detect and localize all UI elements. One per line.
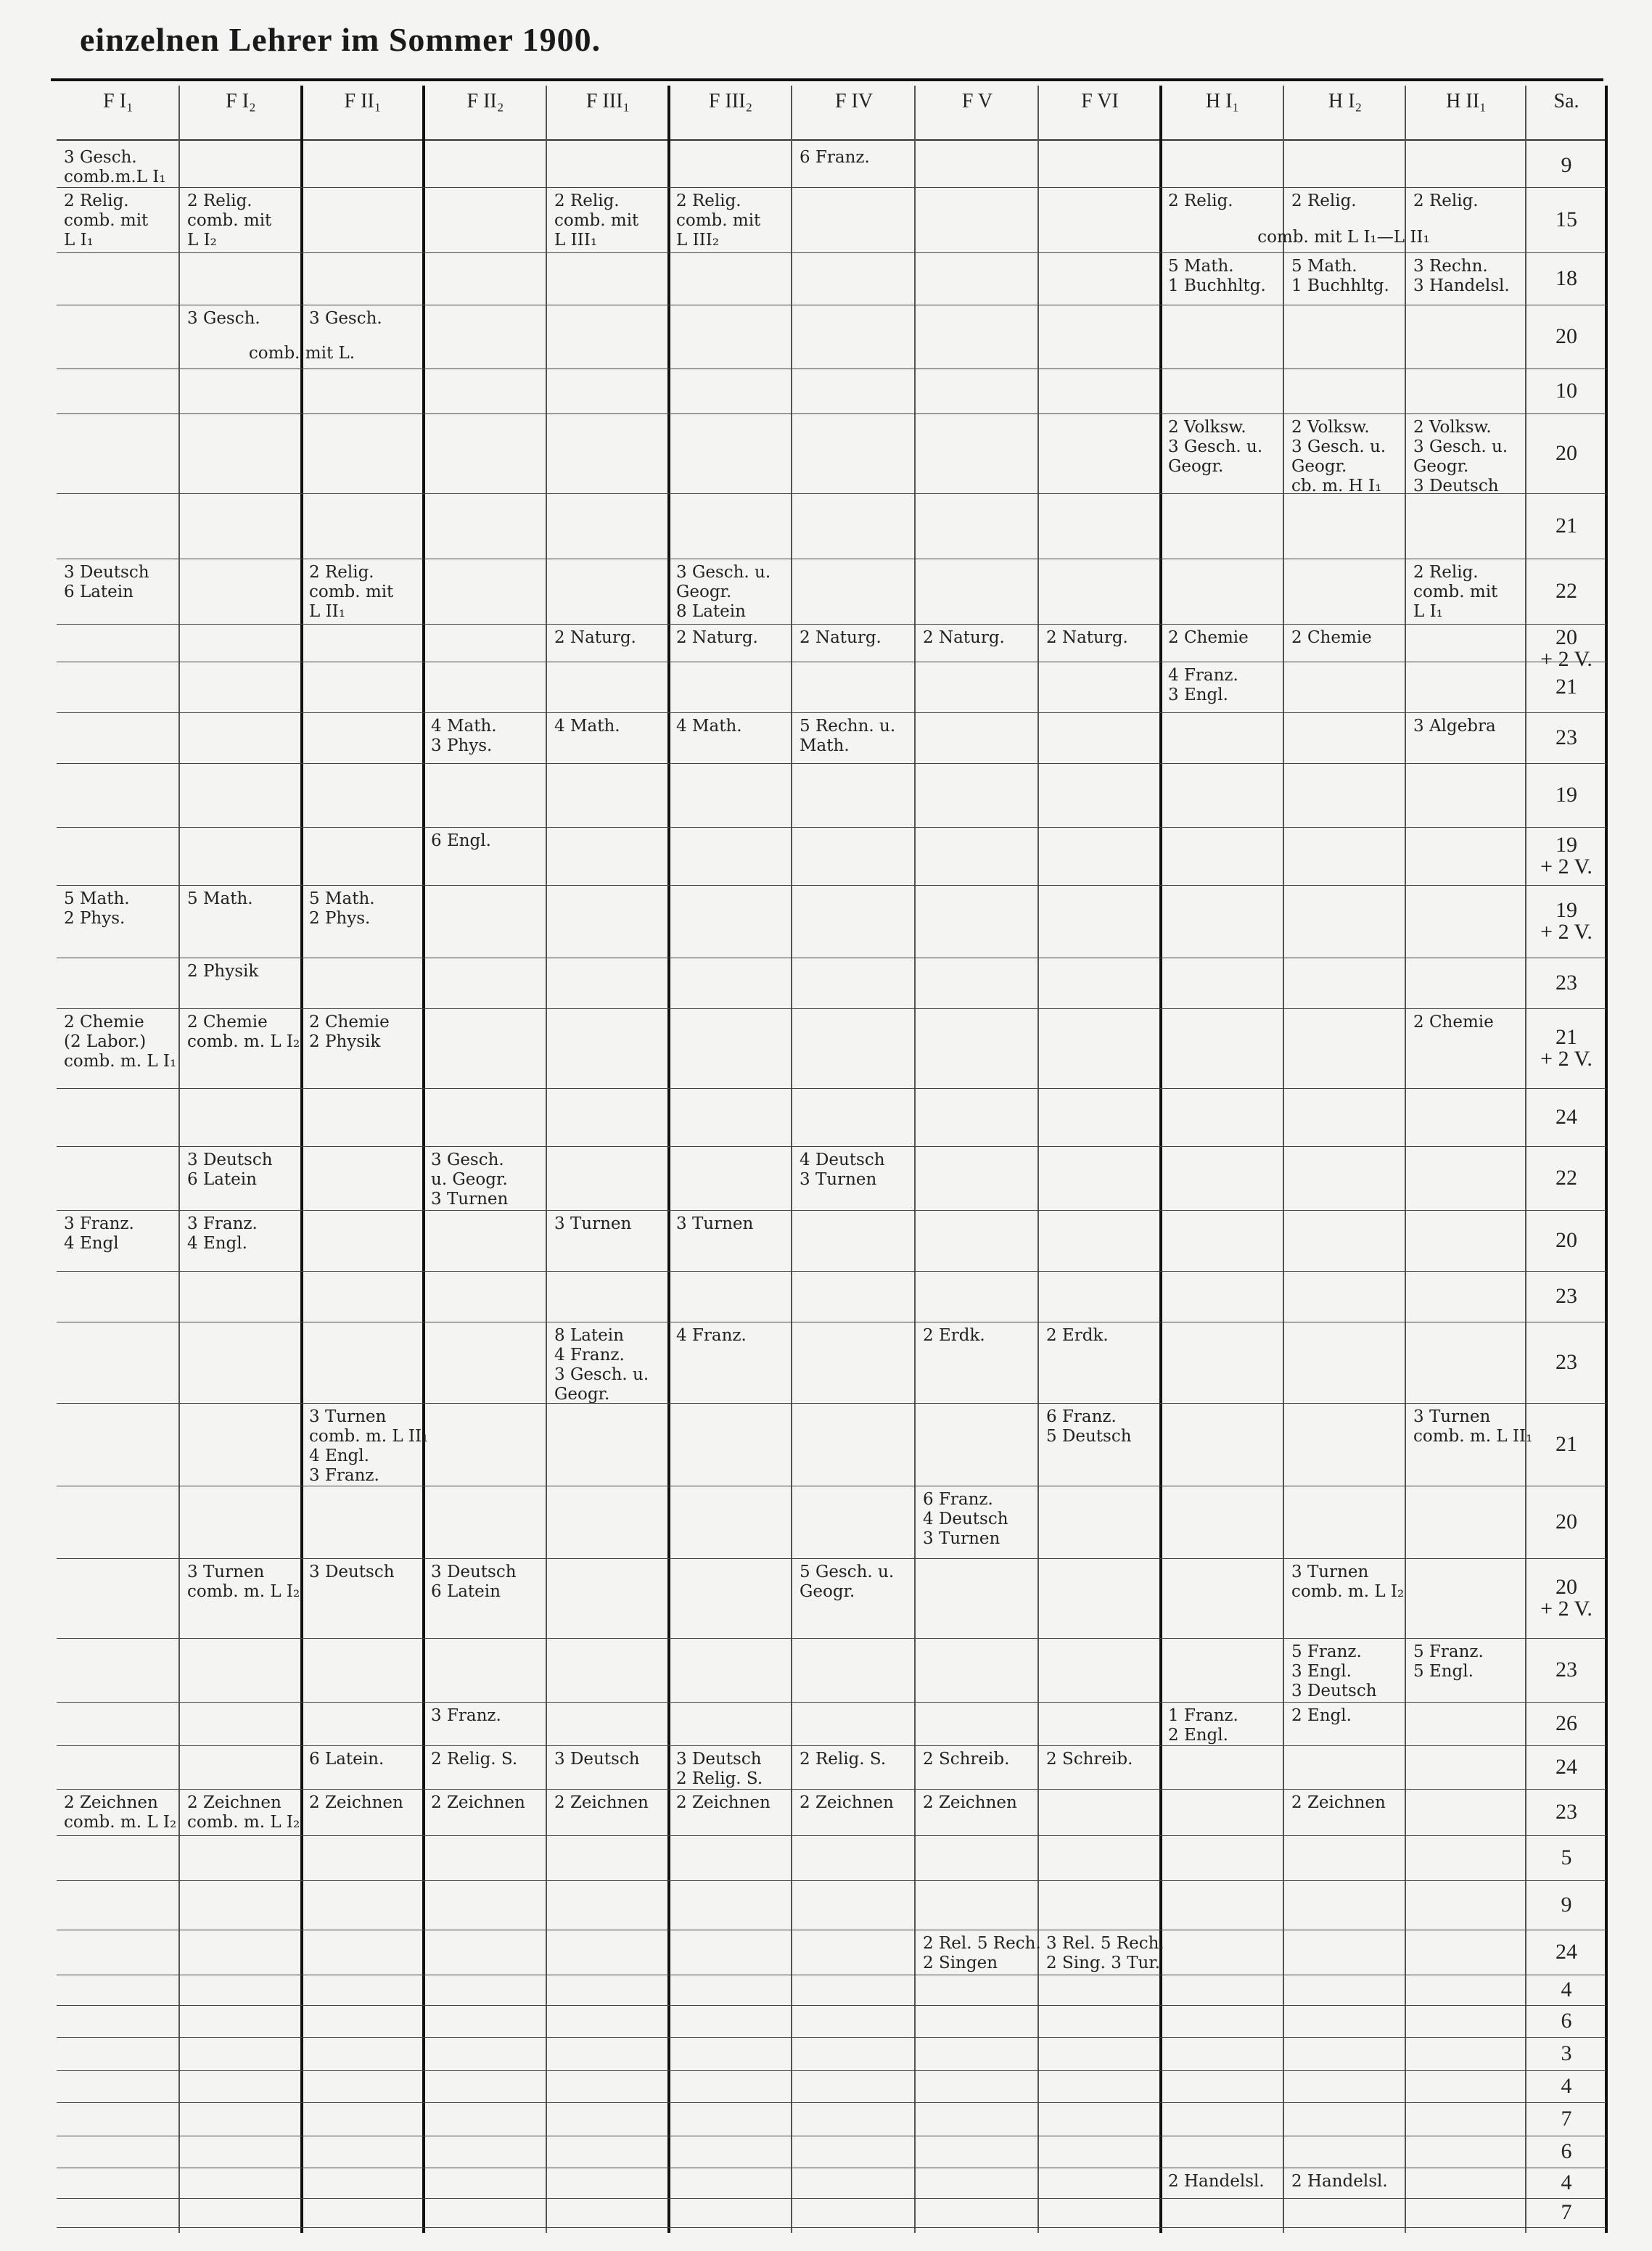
- table-cell: 3 Algebra: [1413, 717, 1496, 736]
- table-cell: 3 Gesch. u. Geogr. 8 Latein: [676, 563, 771, 621]
- column-divider: [1405, 86, 1406, 2233]
- row-sum: 20: [1556, 1510, 1577, 1534]
- row-rule: [57, 624, 1606, 625]
- row-sum: 5: [1561, 1845, 1572, 1869]
- table-cell: 6 Franz. 4 Deutsch 3 Turnen: [923, 1490, 1008, 1548]
- column-header: H II₁: [1446, 90, 1487, 112]
- row-rule: [57, 1088, 1606, 1089]
- table-cell: 2 Chemie: [1413, 1013, 1494, 1032]
- table-cell: 4 Deutsch 3 Turnen: [800, 1151, 885, 1189]
- header-rule: [57, 139, 1606, 141]
- table-cell: 6 Franz. 5 Deutsch: [1046, 1407, 1132, 1446]
- row-rule: [57, 1558, 1606, 1559]
- row-sum: 24: [1556, 1755, 1577, 1779]
- table-cell: 3 Deutsch 2 Relig. S.: [676, 1750, 763, 1788]
- column-divider: [1159, 86, 1162, 2233]
- table-cell: 3 Gesch.: [309, 309, 382, 328]
- table-cell: 2 Relig. S.: [800, 1750, 887, 1769]
- column-header: F II₁: [344, 90, 382, 112]
- table-cell: 2 Relig.: [1413, 192, 1479, 210]
- table-cell: 2 Relig. S.: [431, 1750, 518, 1769]
- row-sum: 21 + 2 V.: [1540, 1025, 1593, 1071]
- row-sum: 6: [1561, 2139, 1572, 2163]
- table-cell: 2 Naturg.: [923, 628, 1005, 647]
- column-divider: [1283, 86, 1284, 2233]
- row-sum: 7: [1561, 2107, 1572, 2131]
- table-cell: 2 Relig. comb. mit L III₁: [554, 192, 639, 250]
- row-rule: [57, 1403, 1606, 1404]
- row-sum: 19 + 2 V.: [1540, 833, 1593, 878]
- row-sum: 20 + 2 V.: [1540, 1575, 1593, 1621]
- table-cell: 5 Math. 2 Phys.: [64, 889, 130, 928]
- row-sum: 15: [1556, 207, 1577, 231]
- table-cell: 2 Volksw. 3 Gesch. u. Geogr.: [1168, 418, 1263, 476]
- table-cell: 3 Deutsch: [309, 1563, 395, 1581]
- table-cell: 5 Math. 1 Buchhltg.: [1168, 257, 1266, 295]
- combination-note: comb. mit L I₁—L II₁: [1257, 228, 1430, 247]
- table-cell: 3 Turnen comb. m. L II₁: [1413, 1407, 1533, 1446]
- table-cell: 2 Erdk.: [923, 1326, 985, 1345]
- table-cell: 4 Math. 3 Phys.: [431, 717, 497, 755]
- table-cell: 5 Gesch. u. Geogr.: [800, 1563, 895, 1601]
- row-sum: 20: [1556, 324, 1577, 348]
- table-cell: 2 Naturg.: [1046, 628, 1128, 647]
- table-cell: 2 Naturg.: [554, 628, 636, 647]
- row-sum: 22: [1556, 1166, 1577, 1190]
- row-rule: [57, 2005, 1606, 2006]
- row-sum: 10: [1556, 379, 1577, 403]
- row-rule: [57, 1638, 1606, 1639]
- table-cell: 2 Relig. comb. mit L I₁: [64, 192, 149, 250]
- row-sum: 20: [1556, 1228, 1577, 1252]
- row-rule: [57, 1745, 1606, 1746]
- table-cell: 2 Naturg.: [800, 628, 882, 647]
- table-cell: 3 Franz. 4 Engl: [64, 1214, 134, 1253]
- row-rule: [57, 413, 1606, 414]
- column-divider: [1037, 86, 1039, 2233]
- table-cell: 2 Chemie 2 Physik: [309, 1013, 390, 1051]
- row-sum: 19: [1556, 783, 1577, 807]
- table-cell: 5 Franz. 5 Engl.: [1413, 1642, 1484, 1681]
- table-cell: 2 Chemie comb. m. L I₂: [187, 1013, 300, 1051]
- row-sum: 24: [1556, 1940, 1577, 1964]
- row-rule: [57, 1702, 1606, 1703]
- table-cell: 3 Deutsch 6 Latein: [64, 563, 149, 601]
- column-divider: [546, 86, 547, 2233]
- table-cell: 3 Turnen comb. m. L II₁ 4 Engl. 3 Franz.: [309, 1407, 429, 1485]
- table-cell: 2 Handelsl.: [1168, 2172, 1265, 2191]
- row-sum: 24: [1556, 1105, 1577, 1129]
- row-sum: 21: [1556, 675, 1577, 699]
- row-sum: 23: [1556, 1284, 1577, 1308]
- table-cell: 5 Math. 1 Buchhltg.: [1291, 257, 1389, 295]
- table-cell: 3 Turnen comb. m. L I₂: [187, 1563, 300, 1601]
- row-rule: [57, 1008, 1606, 1009]
- row-rule: [57, 1880, 1606, 1881]
- table-cell: 2 Zeichnen comb. m. L I₂: [64, 1793, 177, 1832]
- row-rule: [57, 1271, 1606, 1272]
- table-cell: 2 Physik: [187, 962, 259, 981]
- row-rule: [57, 2198, 1606, 2199]
- column-header: F I₁: [103, 90, 133, 112]
- table-cell: 3 Turnen comb. m. L I₂: [1291, 1563, 1405, 1601]
- row-sum: 7: [1561, 2200, 1572, 2224]
- row-sum: 23: [1556, 971, 1577, 995]
- row-sum: 9: [1561, 1893, 1572, 1917]
- column-divider: [914, 86, 916, 2233]
- table-cell: 3 Gesch. u. Geogr. 3 Turnen: [431, 1151, 509, 1209]
- row-rule: [57, 2102, 1606, 2103]
- column-header: F III₁: [585, 90, 630, 112]
- table-cell: 2 Zeichnen: [1291, 1793, 1386, 1812]
- row-sum: 20: [1556, 441, 1577, 465]
- table-cell: 2 Zeichnen: [309, 1793, 403, 1812]
- table-cell: 3 Franz. 4 Engl.: [187, 1214, 258, 1253]
- table-cell: 3 Gesch.: [187, 309, 260, 328]
- row-rule: [57, 827, 1606, 828]
- table-cell: 2 Zeichnen: [800, 1793, 894, 1812]
- row-sum: 20 + 2 V.: [1540, 625, 1593, 671]
- column-header: F IV: [834, 90, 874, 112]
- row-sum: 4: [1561, 1978, 1572, 2001]
- row-rule: [57, 187, 1606, 188]
- row-rule: [57, 763, 1606, 764]
- column-header: H I₂: [1328, 90, 1363, 112]
- table-cell: 2 Engl.: [1291, 1706, 1352, 1725]
- table-cell: 2 Volksw. 3 Gesch. u. Geogr. 3 Deutsch: [1413, 418, 1508, 495]
- column-header: F V: [961, 90, 993, 112]
- row-rule: [57, 2070, 1606, 2071]
- column-divider: [300, 86, 303, 2233]
- table-cell: 6 Engl.: [431, 831, 491, 850]
- column-divider: [791, 86, 792, 2233]
- table-cell: 2 Rel. 5 Rech. 2 Singen: [923, 1934, 1041, 1972]
- row-sum: 23: [1556, 725, 1577, 749]
- table-cell: 3 Rechn. 3 Handelsl.: [1413, 257, 1510, 295]
- table-cell: 6 Franz.: [800, 148, 870, 167]
- row-rule: [57, 712, 1606, 713]
- column-header: F I₂: [226, 90, 256, 112]
- row-rule: [57, 885, 1606, 886]
- table-cell: 2 Chemie: [1291, 628, 1372, 647]
- table-cell: 4 Franz. 3 Engl.: [1168, 666, 1238, 704]
- table-cell: 5 Rechn. u. Math.: [800, 717, 896, 755]
- column-divider: [667, 86, 670, 2233]
- table-cell: 2 Relig. comb. mit L II₁: [309, 563, 394, 621]
- table-cell: 5 Franz. 3 Engl. 3 Deutsch: [1291, 1642, 1377, 1700]
- table-cell: 4 Math.: [554, 717, 620, 736]
- table-cell: 8 Latein 4 Franz. 3 Gesch. u. Geogr.: [554, 1326, 649, 1404]
- row-sum: 21: [1556, 514, 1577, 538]
- table-cell: 3 Deutsch: [554, 1750, 640, 1769]
- row-sum: 23: [1556, 1658, 1577, 1682]
- table-cell: 5 Math. 2 Phys.: [309, 889, 375, 928]
- table-cell: 3 Gesch. comb.m.L I₁: [64, 148, 166, 186]
- page-title: einzelnen Lehrer im Sommer 1900.: [80, 21, 601, 58]
- column-divider: [178, 86, 180, 2233]
- table-cell: 1 Franz. 2 Engl.: [1168, 1706, 1238, 1745]
- row-rule: [57, 1789, 1606, 1790]
- row-rule: [57, 252, 1606, 253]
- table-cell: 2 Chemie (2 Labor.) comb. m. L I₁: [64, 1013, 177, 1071]
- row-sum: 21: [1556, 1432, 1577, 1456]
- column-header: F III₂: [708, 90, 753, 112]
- table-cell: 2 Zeichnen: [923, 1793, 1017, 1812]
- table-cell: 3 Deutsch 6 Latein: [431, 1563, 517, 1601]
- row-rule: [57, 1835, 1606, 1836]
- row-sum: 6: [1561, 2009, 1572, 2033]
- row-sum: 19 + 2 V.: [1540, 898, 1593, 944]
- row-rule: [57, 2037, 1606, 2038]
- table-cell: 2 Zeichnen: [554, 1793, 649, 1812]
- table-cell: 2 Zeichnen: [676, 1793, 770, 1812]
- table-cell: 3 Turnen: [554, 1214, 632, 1233]
- table-cell: 2 Handelsl.: [1291, 2172, 1388, 2191]
- column-header: F II₂: [467, 90, 504, 112]
- row-sum: 9: [1561, 153, 1572, 177]
- combination-note: comb. mit L.: [248, 344, 356, 363]
- row-sum: 3: [1561, 2041, 1572, 2065]
- column-header: F VI: [1081, 90, 1119, 112]
- column-divider: [422, 86, 425, 2233]
- table-cell: 2 Schreib.: [1046, 1750, 1133, 1769]
- table-cell: 2 Erdk.: [1046, 1326, 1109, 1345]
- row-sum: 4: [1561, 2170, 1572, 2194]
- table-cell: 3 Turnen: [676, 1214, 754, 1233]
- table-cell: 2 Naturg.: [676, 628, 758, 647]
- column-header: H I₁: [1205, 90, 1240, 112]
- table-cell: 6 Latein.: [309, 1750, 385, 1769]
- table-cell: 2 Schreib.: [923, 1750, 1010, 1769]
- table-cell: 2 Zeichnen: [431, 1793, 525, 1812]
- row-sum: 18: [1556, 266, 1577, 290]
- table-cell: 4 Math.: [676, 717, 742, 736]
- table-cell: 4 Franz.: [676, 1326, 747, 1345]
- table-cell: 2 Relig.: [1291, 192, 1357, 210]
- row-sum: 4: [1561, 2074, 1572, 2098]
- table-cell: 2 Chemie: [1168, 628, 1249, 647]
- row-sum: 23: [1556, 1350, 1577, 1374]
- row-rule: [57, 1210, 1606, 1211]
- row-rule: [57, 2227, 1606, 2228]
- row-sum: 22: [1556, 579, 1577, 603]
- table-cell: 2 Relig. comb. mit L I₂: [187, 192, 272, 250]
- table-cell: 2 Volksw. 3 Gesch. u. Geogr. cb. m. H I₁: [1291, 418, 1386, 495]
- table-cell: 5 Math.: [187, 889, 253, 908]
- row-rule: [57, 1146, 1606, 1147]
- table-cell: 2 Zeichnen comb. m. L I₂: [187, 1793, 300, 1832]
- column-header: Sa.: [1553, 90, 1579, 112]
- table-cell: 2 Relig. comb. mit L III₂: [676, 192, 761, 250]
- table-cell: 3 Deutsch 6 Latein: [187, 1151, 273, 1189]
- table-cell: 3 Franz.: [431, 1706, 501, 1725]
- table-cell: 3 Rel. 5 Rech. 2 Sing. 3 Tur.: [1046, 1934, 1164, 1972]
- table-cell: 2 Relig. comb. mit L I₁: [1413, 563, 1498, 621]
- row-sum: 23: [1556, 1800, 1577, 1824]
- row-sum: 26: [1556, 1711, 1577, 1735]
- table-cell: 2 Relig.: [1168, 192, 1233, 210]
